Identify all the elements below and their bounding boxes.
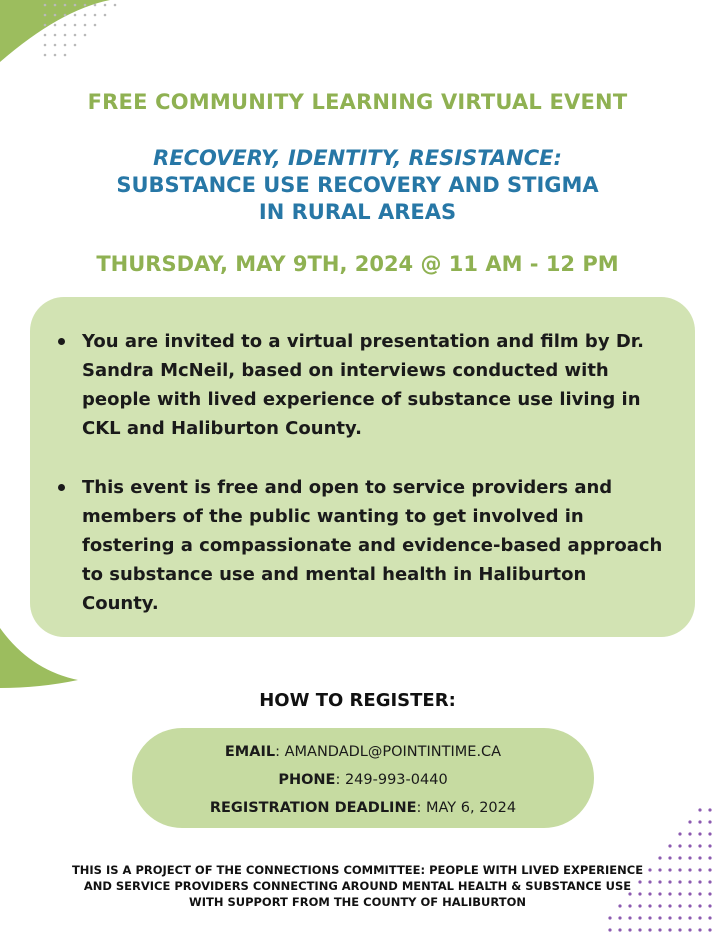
event-description-list <box>80 327 665 618</box>
phone-line <box>132 766 594 794</box>
phone-number[interactable]: : 249-993-0440 <box>335 772 448 788</box>
email-address[interactable]: : AMANDADL@POINTINTIME.CA <box>275 744 502 760</box>
event-description-box <box>30 297 695 637</box>
event-title-line-2: SUBSTANCE USE RECOVERY AND STIGMA <box>116 173 599 197</box>
footer-credits <box>0 862 715 910</box>
footer-line-2: AND SERVICE PROVIDERS CONNECTING AROUND MENTAL HEALTH & SUBSTANCE USE <box>83 879 632 893</box>
description-text-1: You are invited to a virtual presentation and film by Dr. Sandra McNeil, based on interviews conducted with people with lived experience of substance use living in CKL and Haliburton County. <box>82 331 644 439</box>
description-text-2: This event is free and open to service providers and members of the public wanting to get involved in fostering a compassionate and evidence-based approach to substance use and mental health in Haliburton County. <box>82 477 663 614</box>
bullet-dot-icon <box>58 484 65 491</box>
deadline-label: REGISTRATION DEADLINE <box>209 800 417 816</box>
description-bullet-2 <box>80 473 665 618</box>
register-heading: HOW TO REGISTER: <box>259 690 456 711</box>
bullet-dot-icon <box>58 338 65 345</box>
deadline-line <box>132 794 594 822</box>
email-label: EMAIL <box>224 744 276 760</box>
footer-line-3: WITH SUPPORT FROM THE COUNTY OF HALIBURTON <box>189 895 526 909</box>
event-title-line-3: IN RURAL AREAS <box>258 200 457 224</box>
deadline-date: : MAY 6, 2024 <box>416 800 517 816</box>
registration-info-box <box>132 728 594 828</box>
event-title-line-1: RECOVERY, IDENTITY, RESISTANCE: <box>153 146 562 170</box>
description-bullet-1 <box>80 327 665 443</box>
event-type-heading: FREE COMMUNITY LEARNING VIRTUAL EVENT <box>87 90 628 114</box>
footer-line-1: THIS IS A PROJECT OF THE CONNECTIONS COMMITTEE: PEOPLE WITH LIVED EXPERIENCE <box>71 863 644 877</box>
phone-label: PHONE <box>278 772 336 788</box>
event-title <box>0 145 715 226</box>
email-line <box>132 738 594 766</box>
event-date-time: THURSDAY, MAY 9TH, 2024 @ 11 AM - 12 PM <box>96 252 619 276</box>
top-left-dot-pattern <box>40 0 125 70</box>
